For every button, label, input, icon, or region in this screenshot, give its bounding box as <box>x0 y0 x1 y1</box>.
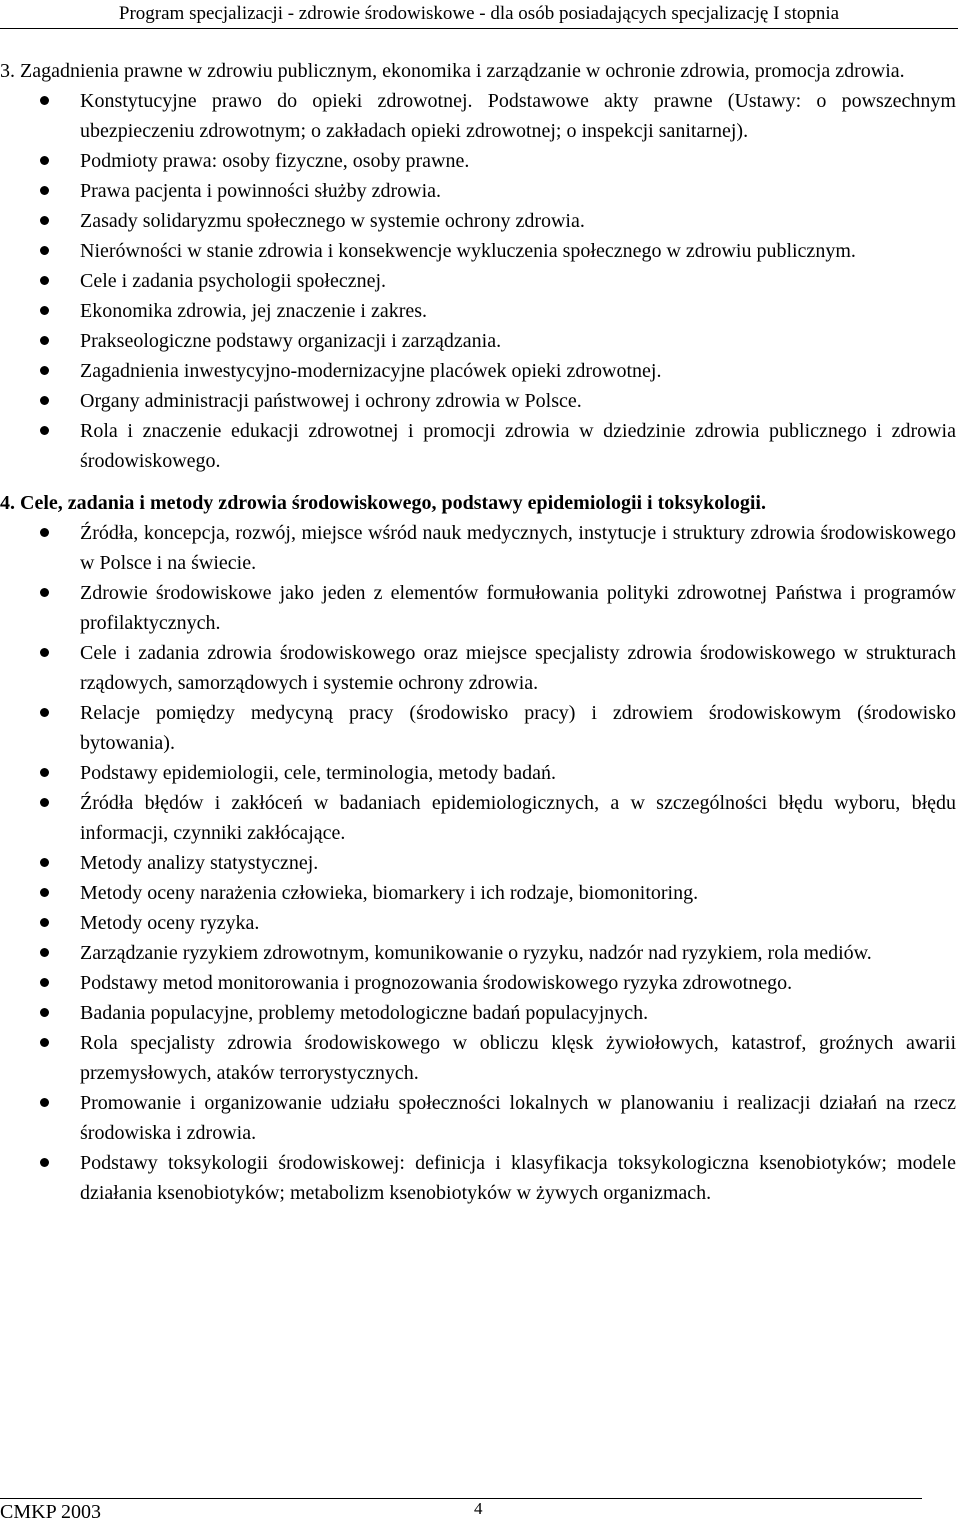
list-item-text: Cele i zadania psychologii społecznej. <box>80 270 387 292</box>
list-item-text: Cele i zadania zdrowia środowiskowego oraz miejsce specjalisty zdrowia środowiskowego w strukturach rządowych, samorządowych i systemie ochrony zdrowia. <box>80 642 956 694</box>
list-item-text: Organy administracji państwowej i ochrony zdrowia w Polsce. <box>80 390 582 412</box>
list-item-text: Relacje pomiędzy medycyną pracy (środowisko pracy) i zdrowiem środowiskowym (środowisko bytowania). <box>80 702 956 754</box>
section-4-list <box>0 518 960 1208</box>
list-item-text: Podmioty prawa: osoby fizyczne, osoby prawne. <box>80 150 470 172</box>
document-body <box>0 56 960 1208</box>
list-item <box>0 86 956 146</box>
page-number: 4 <box>474 1499 483 1518</box>
bullet-icon <box>40 978 49 987</box>
list-item-text: Promowanie i organizowanie udziału społeczności lokalnych w planowaniu i realizacji działań na rzecz środowiska i zdrowia. <box>80 1092 956 1144</box>
list-item <box>0 788 956 848</box>
bullet-icon <box>40 648 49 657</box>
list-item <box>0 1148 956 1208</box>
bullet-icon <box>40 588 49 597</box>
list-item <box>0 206 956 236</box>
bullet-icon <box>40 156 49 165</box>
list-item-text: Metody analizy statystycznej. <box>80 852 319 874</box>
list-item <box>0 356 956 386</box>
bullet-icon <box>40 528 49 537</box>
list-item-text: Podstawy toksykologii środowiskowej: definicja i klasyfikacja toksykologiczna ksenobiotyków; modele działania ksenobiotyków; metabolizm ksenobiotyków w żywych organizmach. <box>80 1152 956 1204</box>
bullet-icon <box>40 768 49 777</box>
list-item-text: Zasady solidaryzmu społecznego w systemie ochrony zdrowia. <box>80 210 585 232</box>
list-item-text: Podstawy metod monitorowania i prognozowania środowiskowego ryzyka zdrowotnego. <box>80 972 793 994</box>
list-item <box>0 938 956 968</box>
footer-label: CMKP 2003 <box>0 1501 101 1523</box>
header-title: Program specjalizacji - zdrowie środowiskowe - dla osób posiadających specjalizację I stopnia <box>118 3 840 24</box>
list-item <box>0 1028 956 1088</box>
list-item <box>0 266 956 296</box>
list-item <box>0 176 956 206</box>
list-item <box>0 758 956 788</box>
list-item <box>0 878 956 908</box>
bullet-icon <box>40 426 49 435</box>
list-item-text: Zarządzanie ryzykiem zdrowotnym, komunikowanie o ryzyku, nadzór nad ryzykiem, rola mediów. <box>80 942 872 964</box>
list-item-text: Ekonomika zdrowia, jej znaczenie i zakres. <box>80 300 428 322</box>
bullet-icon <box>40 1098 49 1107</box>
list-item <box>0 236 956 266</box>
list-item-text: Nierówności w stanie zdrowia i konsekwencje wykluczenia społecznego w zdrowiu publicznym. <box>80 240 856 262</box>
bullet-icon <box>40 858 49 867</box>
bullet-icon <box>40 216 49 225</box>
list-item-text: Prakseologiczne podstawy organizacji i zarządzania. <box>80 330 502 352</box>
list-item-text: Prawa pacjenta i powinności służby zdrowia. <box>80 180 442 202</box>
list-item-text: Rola i znaczenie edukacji zdrowotnej i promocji zdrowia w dziedzinie zdrowia publicznego i zdrowia środowiskowego. <box>80 420 956 472</box>
list-item-text: Badania populacyjne, problemy metodologiczne badań populacyjnych. <box>80 1002 649 1024</box>
bullet-icon <box>40 798 49 807</box>
bullet-icon <box>40 1038 49 1047</box>
list-item-text: Źródła błędów i zakłóceń w badaniach epidemiologicznych, a w szczególności błędu wyboru, błędu informacji, czynniki zakłócające. <box>80 792 956 844</box>
section-3-title: 3. Zagadnienia prawne w zdrowiu publicznym, ekonomika i zarządzanie w ochronie zdrowia, promocja zdrowia. <box>0 60 905 82</box>
list-item-text: Konstytucyjne prawo do opieki zdrowotnej. Podstawowe akty prawne (Ustawy: o powszechnym ubezpieczeniu zdrowotnym; o zakładach opieki zdrowotnej; o inspekcji sanitarnej). <box>80 90 956 142</box>
bullet-icon <box>40 1008 49 1017</box>
bullet-icon <box>40 396 49 405</box>
page-header <box>0 0 958 29</box>
bullet-icon <box>40 1158 49 1167</box>
list-item-text: Źródła, koncepcja, rozwój, miejsce wśród nauk medycznych, instytucje i struktury zdrowia środowiskowego w Polsce i na świecie. <box>80 522 956 574</box>
list-item <box>0 998 956 1028</box>
bullet-icon <box>40 276 49 285</box>
list-item-text: Metody oceny ryzyka. <box>80 912 260 934</box>
bullet-icon <box>40 366 49 375</box>
list-item <box>0 296 956 326</box>
list-item <box>0 698 956 758</box>
list-item <box>0 638 956 698</box>
bullet-icon <box>40 948 49 957</box>
section-3-list <box>0 86 960 476</box>
list-item-text: Podstawy epidemiologii, cele, terminologia, metody badań. <box>80 762 557 784</box>
list-item <box>0 146 956 176</box>
bullet-icon <box>40 306 49 315</box>
section-4-title: 4. Cele, zadania i metody zdrowia środowiskowego, podstawy epidemiologii i toksykologii. <box>0 492 766 514</box>
list-item <box>0 1088 956 1148</box>
footer-rule <box>0 1498 922 1499</box>
list-item-text: Metody oceny narażenia człowieka, biomarkery i ich rodzaje, biomonitoring. <box>80 882 699 904</box>
list-item <box>0 848 956 878</box>
list-item <box>0 968 956 998</box>
list-item-text: Zagadnienia inwestycyjno-modernizacyjne placówek opieki zdrowotnej. <box>80 360 662 382</box>
list-item <box>0 908 956 938</box>
bullet-icon <box>40 918 49 927</box>
list-item-text: Rola specjalisty zdrowia środowiskowego w obliczu klęsk żywiołowych, katastrof, groźnych awarii przemysłowych, ataków terrorystycznych. <box>80 1032 956 1084</box>
list-item <box>0 386 956 416</box>
list-item <box>0 518 956 578</box>
list-item <box>0 578 956 638</box>
bullet-icon <box>40 96 49 105</box>
list-item-text: Zdrowie środowiskowe jako jeden z elementów formułowania polityki zdrowotnej Państwa i programów profilaktycznych. <box>80 582 956 634</box>
bullet-icon <box>40 186 49 195</box>
bullet-icon <box>40 708 49 717</box>
bullet-icon <box>40 246 49 255</box>
list-item <box>0 416 956 476</box>
bullet-icon <box>40 336 49 345</box>
bullet-icon <box>40 888 49 897</box>
list-item <box>0 326 956 356</box>
